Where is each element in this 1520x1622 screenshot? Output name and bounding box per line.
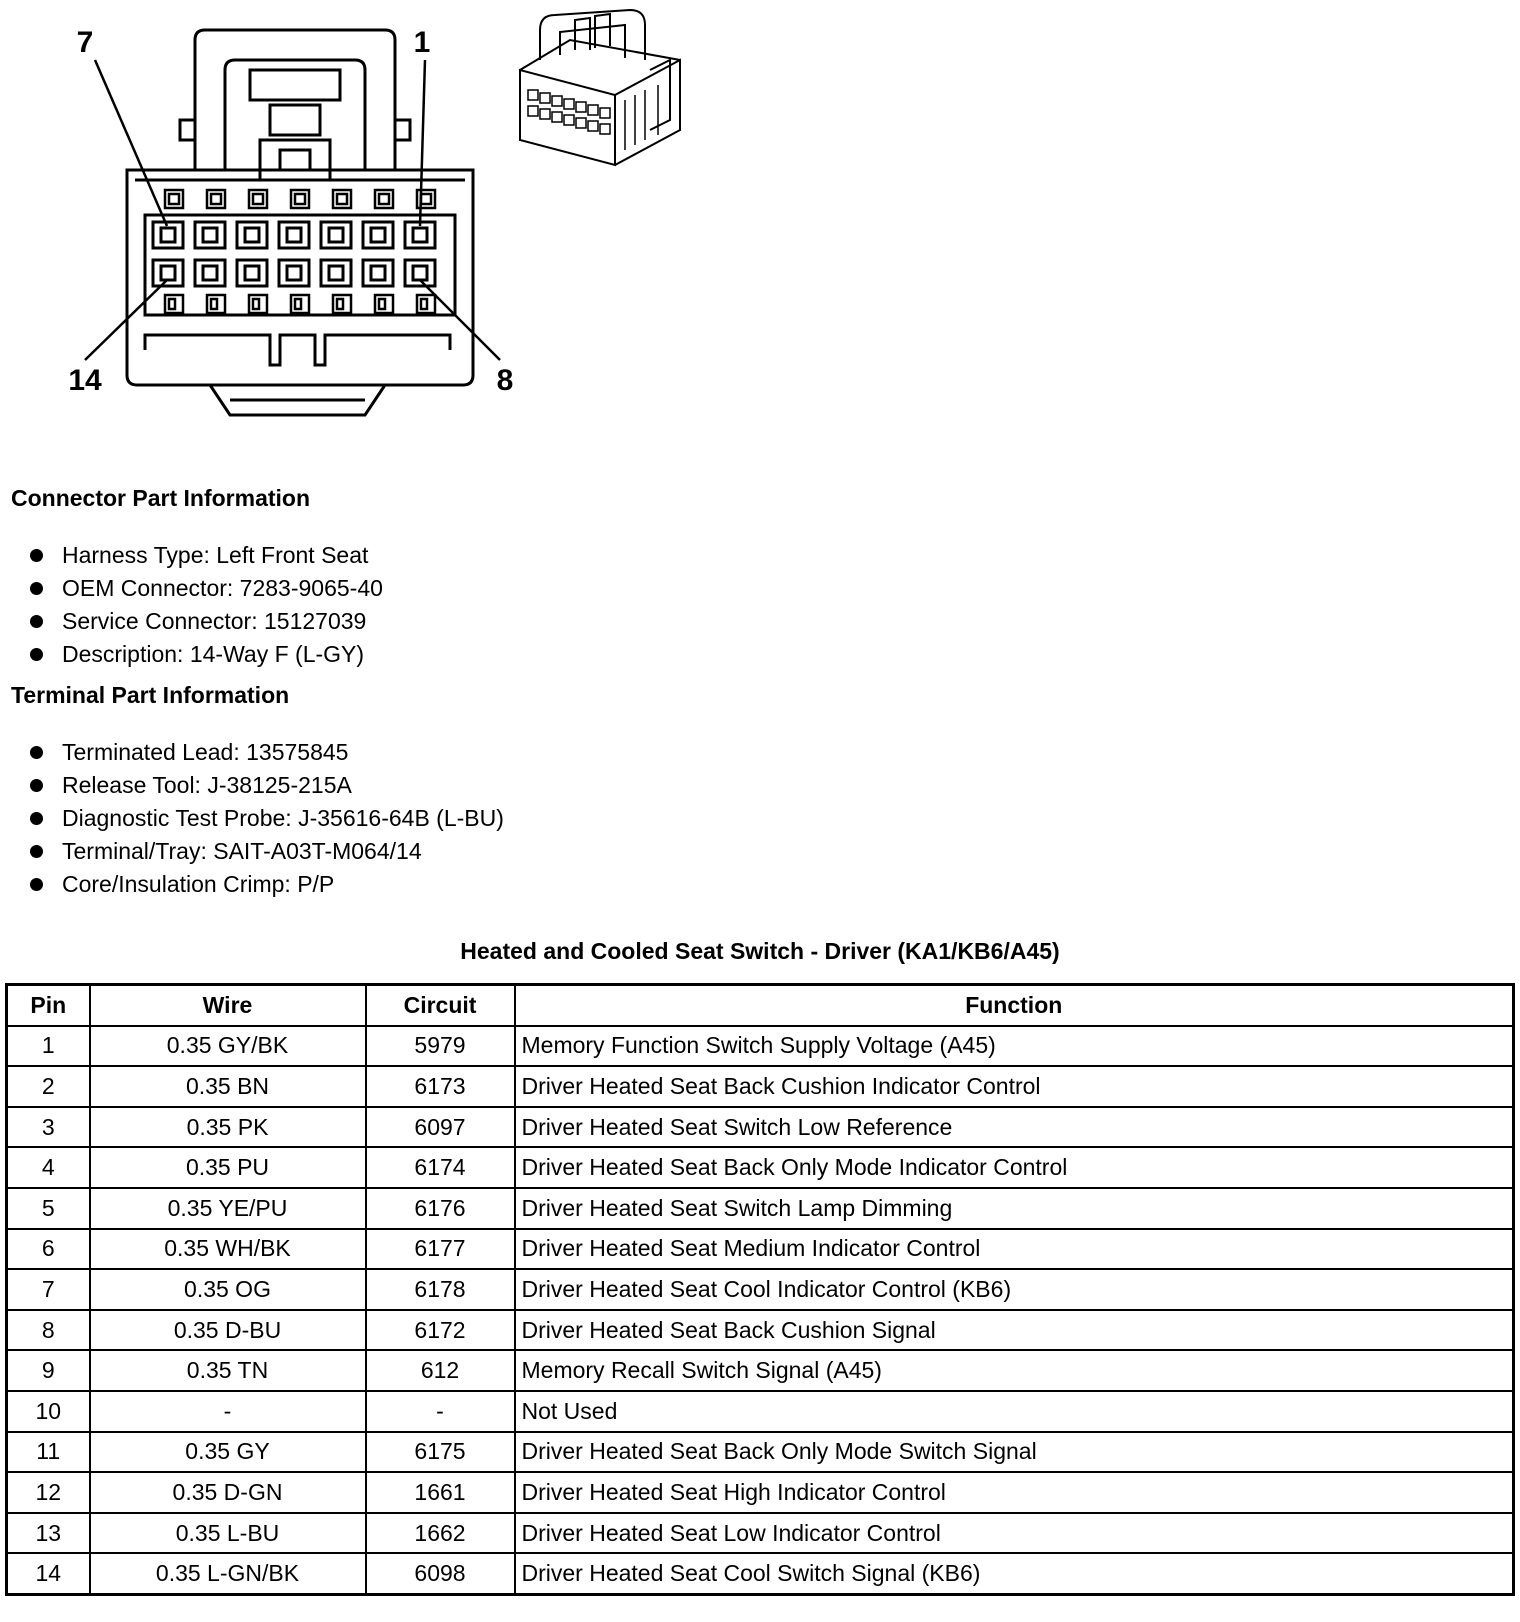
cell-wire: 0.35 OG: [90, 1269, 366, 1310]
header-circuit: Circuit: [366, 985, 515, 1026]
cell-pin: 14: [7, 1553, 90, 1594]
cell-circuit: 6175: [366, 1432, 515, 1473]
cell-circuit: 6174: [366, 1147, 515, 1188]
table-row: [7, 1107, 1514, 1148]
bullet-icon: [30, 845, 43, 858]
cell-function: Driver Heated Seat Cool Indicator Control (KB6): [515, 1269, 1514, 1310]
pin-label-8: 8: [496, 364, 514, 397]
bullet-icon: [30, 582, 43, 595]
cell-pin: 8: [7, 1310, 90, 1351]
list-item: Harness Type: Left Front Seat: [30, 539, 383, 572]
cell-wire: 0.35 YE/PU: [90, 1188, 366, 1229]
table-row: [7, 1147, 1514, 1188]
table-title: Heated and Cooled Seat Switch - Driver (KA1/KB6/A45): [460, 938, 1060, 964]
bullet-icon: [30, 648, 43, 661]
cell-wire: 0.35 GY/BK: [90, 1026, 366, 1067]
table-row: [7, 1432, 1514, 1473]
cell-circuit: -: [366, 1391, 515, 1432]
connector-face-diagram: [55, 20, 555, 420]
cell-pin: 10: [7, 1391, 90, 1432]
cell-function: Driver Heated Seat Low Indicator Control: [515, 1513, 1514, 1554]
list-item: Core/Insulation Crimp: P/P: [30, 868, 504, 901]
cell-function: Driver Heated Seat Switch Lamp Dimming: [515, 1188, 1514, 1229]
cell-wire: 0.35 WH/BK: [90, 1229, 366, 1270]
cell-circuit: 6097: [366, 1107, 515, 1148]
cell-wire: 0.35 GY: [90, 1432, 366, 1473]
bullet-icon: [30, 812, 43, 825]
list-item: Release Tool: J-38125-215A: [30, 769, 504, 802]
table-row: [7, 1350, 1514, 1391]
cell-circuit: 6178: [366, 1269, 515, 1310]
cell-circuit: 6173: [366, 1066, 515, 1107]
pinout-table: [5, 983, 1515, 1596]
table-body: [7, 1026, 1514, 1595]
pin-label-1: 1: [413, 26, 431, 59]
table-header-row: [7, 985, 1514, 1026]
cell-pin: 1: [7, 1026, 90, 1067]
cell-wire: 0.35 PK: [90, 1107, 366, 1148]
cell-function: Driver Heated Seat Back Cushion Indicator Control: [515, 1066, 1514, 1107]
cell-wire: 0.35 TN: [90, 1350, 366, 1391]
cell-wire: 0.35 PU: [90, 1147, 366, 1188]
connector-isometric-image: [510, 0, 700, 180]
cell-wire: -: [90, 1391, 366, 1432]
header-pin: Pin: [7, 985, 90, 1026]
cell-pin: 11: [7, 1432, 90, 1473]
terminal-info-list: [30, 736, 504, 901]
cell-function: Driver Heated Seat Medium Indicator Control: [515, 1229, 1514, 1270]
header-wire: Wire: [90, 985, 366, 1026]
cell-pin: 7: [7, 1269, 90, 1310]
table-row: [7, 1066, 1514, 1107]
cell-wire: 0.35 L-BU: [90, 1513, 366, 1554]
cell-function: Memory Recall Switch Signal (A45): [515, 1350, 1514, 1391]
cell-wire: 0.35 D-GN: [90, 1472, 366, 1513]
pin-label-7: 7: [76, 26, 94, 59]
table-row: [7, 1026, 1514, 1067]
connector-info-title: Connector Part Information: [11, 485, 311, 511]
terminal-info-title: Terminal Part Information: [11, 682, 290, 708]
cell-function: Driver Heated Seat Back Only Mode Indicator Control: [515, 1147, 1514, 1188]
cell-pin: 3: [7, 1107, 90, 1148]
cell-function: Memory Function Switch Supply Voltage (A45): [515, 1026, 1514, 1067]
bullet-icon: [30, 779, 43, 792]
cell-pin: 13: [7, 1513, 90, 1554]
cell-pin: 4: [7, 1147, 90, 1188]
list-item: OEM Connector: 7283-9065-40: [30, 572, 383, 605]
cell-circuit: 1661: [366, 1472, 515, 1513]
list-item: Description: 14-Way F (L-GY): [30, 638, 383, 671]
table-row: [7, 1188, 1514, 1229]
list-item: Terminal/Tray: SAIT-A03T-M064/14: [30, 835, 504, 868]
cell-function: Driver Heated Seat Switch Low Reference: [515, 1107, 1514, 1148]
cell-function: Driver Heated Seat High Indicator Control: [515, 1472, 1514, 1513]
bullet-icon: [30, 746, 43, 759]
list-item: Diagnostic Test Probe: J-35616-64B (L-BU): [30, 802, 504, 835]
cell-function: Driver Heated Seat Back Cushion Signal: [515, 1310, 1514, 1351]
bullet-icon: [30, 615, 43, 628]
cell-circuit: 6172: [366, 1310, 515, 1351]
cell-pin: 5: [7, 1188, 90, 1229]
table-row: [7, 1391, 1514, 1432]
table-row: [7, 1513, 1514, 1554]
cell-pin: 6: [7, 1229, 90, 1270]
table-row: [7, 1310, 1514, 1351]
cell-function: Not Used: [515, 1391, 1514, 1432]
cell-circuit: 5979: [366, 1026, 515, 1067]
cell-pin: 2: [7, 1066, 90, 1107]
cell-circuit: 612: [366, 1350, 515, 1391]
table-row: [7, 1269, 1514, 1310]
cell-function: Driver Heated Seat Cool Switch Signal (KB6): [515, 1553, 1514, 1594]
cell-wire: 0.35 BN: [90, 1066, 366, 1107]
pin-label-14: 14: [68, 364, 102, 397]
cell-pin: 9: [7, 1350, 90, 1391]
connector-info-list: [30, 539, 383, 671]
cell-circuit: 6177: [366, 1229, 515, 1270]
header-function: Function: [515, 985, 1514, 1026]
list-item: Service Connector: 15127039: [30, 605, 383, 638]
cell-wire: 0.35 L-GN/BK: [90, 1553, 366, 1594]
bullet-icon: [30, 549, 43, 562]
table-row: [7, 1472, 1514, 1513]
bullet-icon: [30, 878, 43, 891]
cell-wire: 0.35 D-BU: [90, 1310, 366, 1351]
cell-function: Driver Heated Seat Back Only Mode Switch Signal: [515, 1432, 1514, 1473]
table-row: [7, 1553, 1514, 1594]
list-item: Terminated Lead: 13575845: [30, 736, 504, 769]
cell-circuit: 1662: [366, 1513, 515, 1554]
cell-pin: 12: [7, 1472, 90, 1513]
cell-circuit: 6176: [366, 1188, 515, 1229]
cell-circuit: 6098: [366, 1553, 515, 1594]
table-row: [7, 1229, 1514, 1270]
